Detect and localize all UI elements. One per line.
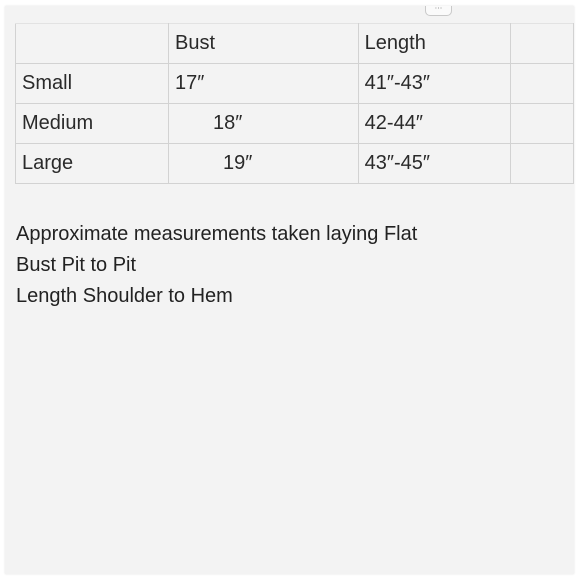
size-cell: Large xyxy=(16,144,169,184)
table-row xyxy=(16,64,574,104)
length-cell: 43″-45″ xyxy=(358,144,510,184)
header-cell-size xyxy=(16,24,169,64)
note-line-length: Length Shoulder to Hem xyxy=(16,285,233,307)
size-cell: Small xyxy=(16,64,169,104)
bust-cell: 18″ xyxy=(169,104,359,144)
extra-cell xyxy=(510,104,573,144)
header-cell-extra xyxy=(510,24,573,64)
size-chart-table xyxy=(15,23,574,184)
length-cell: 41″-43″ xyxy=(358,64,510,104)
bust-cell: 19″ xyxy=(169,144,359,184)
header-cell-bust: Bust xyxy=(169,24,359,64)
header-cell-length: Length xyxy=(358,24,510,64)
bust-cell: 17″ xyxy=(169,64,359,104)
length-cell: 42-44″ xyxy=(358,104,510,144)
table-row xyxy=(16,144,574,184)
extra-cell xyxy=(510,144,573,184)
extra-cell xyxy=(510,64,573,104)
size-cell: Medium xyxy=(16,104,169,144)
notes-page xyxy=(5,6,574,574)
more-options-icon[interactable]: ··· xyxy=(425,6,452,16)
note-line-measurements: Approximate measurements taken laying Flat xyxy=(16,223,418,245)
table-header-row xyxy=(16,24,574,64)
note-line-bust: Bust Pit to Pit xyxy=(16,254,137,276)
table-row xyxy=(16,104,574,144)
measurement-notes xyxy=(16,219,417,312)
